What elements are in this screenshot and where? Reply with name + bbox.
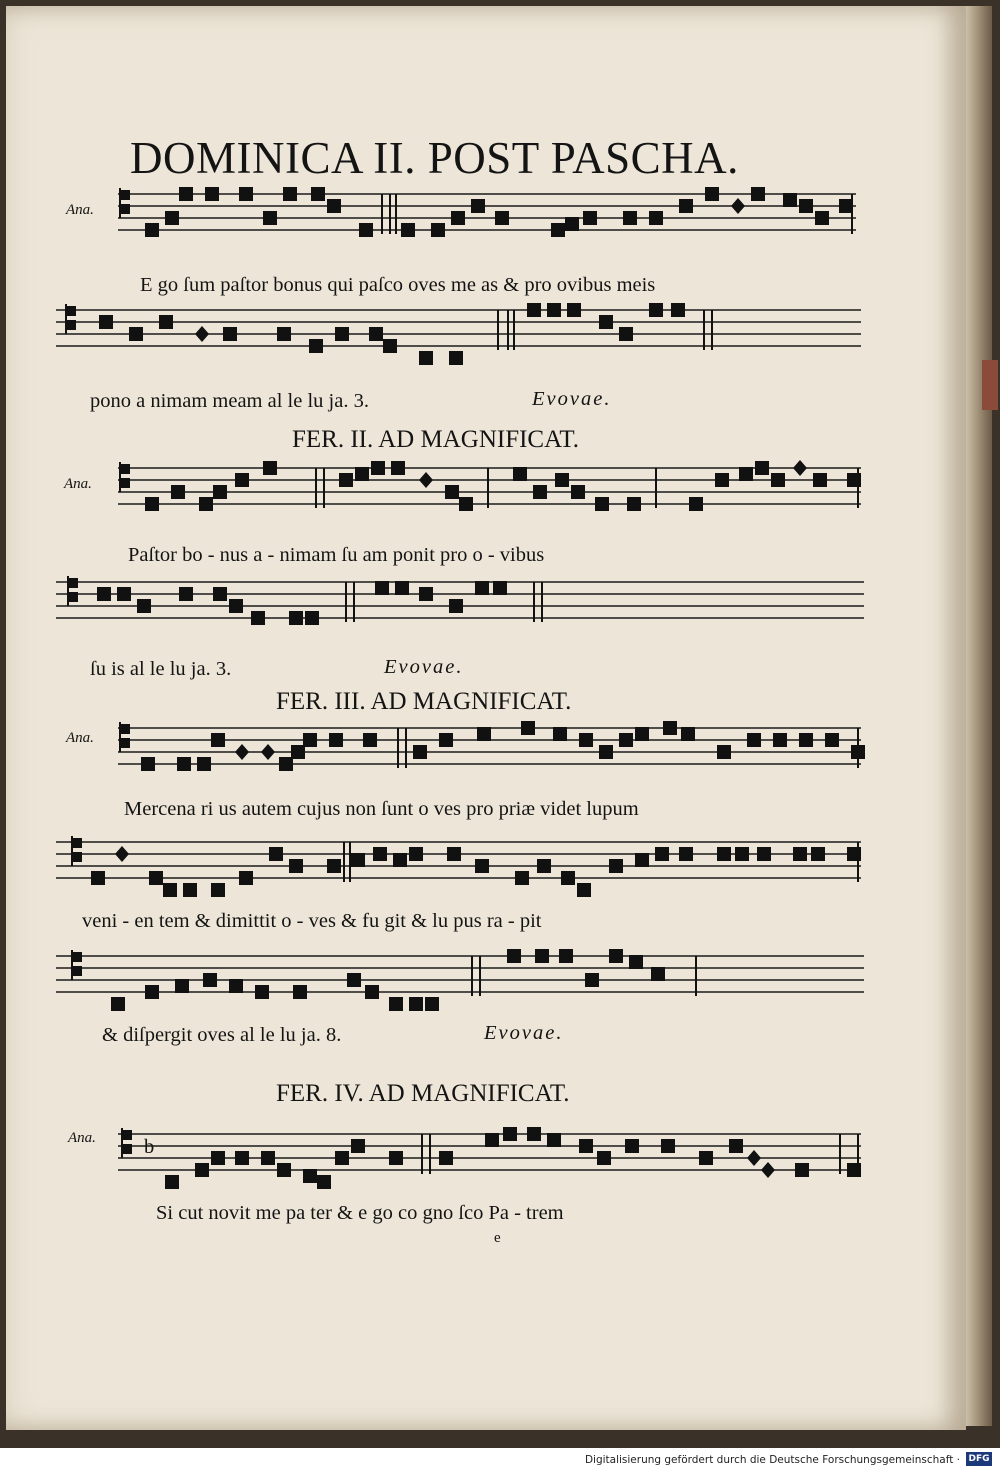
rhombus-note bbox=[747, 1150, 761, 1166]
square-note bbox=[847, 847, 861, 861]
antiphon-label: Ana. bbox=[66, 202, 94, 218]
book-page bbox=[6, 6, 966, 1430]
square-note bbox=[365, 985, 379, 999]
square-note bbox=[389, 1151, 403, 1165]
square-note bbox=[671, 303, 685, 317]
clef-mark bbox=[66, 320, 76, 330]
square-note bbox=[699, 1151, 713, 1165]
square-note bbox=[527, 303, 541, 317]
square-note bbox=[439, 1151, 453, 1165]
square-note bbox=[327, 859, 341, 873]
square-note bbox=[369, 327, 383, 341]
square-note bbox=[339, 473, 353, 487]
square-note bbox=[163, 883, 177, 897]
square-note bbox=[521, 721, 535, 735]
square-note bbox=[635, 853, 649, 867]
square-note bbox=[419, 587, 433, 601]
square-note bbox=[165, 211, 179, 225]
square-note bbox=[493, 581, 507, 595]
square-note bbox=[425, 997, 439, 1011]
square-note bbox=[211, 1151, 225, 1165]
square-note bbox=[145, 497, 159, 511]
clef-mark bbox=[66, 306, 76, 316]
square-note bbox=[595, 497, 609, 511]
square-note bbox=[179, 587, 193, 601]
square-note bbox=[251, 611, 265, 625]
square-note bbox=[851, 745, 865, 759]
square-note bbox=[431, 223, 445, 237]
square-note bbox=[793, 847, 807, 861]
square-note bbox=[847, 1163, 861, 1177]
square-note bbox=[649, 211, 663, 225]
antiphon-label: Ana. bbox=[64, 476, 92, 492]
square-note bbox=[651, 967, 665, 981]
square-note bbox=[255, 985, 269, 999]
square-note bbox=[371, 461, 385, 475]
square-note bbox=[583, 211, 597, 225]
square-note bbox=[567, 303, 581, 317]
square-note bbox=[99, 315, 113, 329]
square-note bbox=[145, 223, 159, 237]
square-note bbox=[799, 733, 813, 747]
square-note bbox=[535, 949, 549, 963]
page-title: DOMINICA II. POST PASCHA. bbox=[130, 133, 739, 183]
clef-mark bbox=[72, 966, 82, 976]
lyrics-line-5: Mercena ri us autem cujus non ſunt o ves pro priæ videt lupum bbox=[124, 798, 639, 820]
rhombus-note bbox=[195, 326, 209, 342]
square-note bbox=[813, 473, 827, 487]
square-note bbox=[229, 599, 243, 613]
square-note bbox=[303, 1169, 317, 1183]
square-note bbox=[389, 997, 403, 1011]
square-note bbox=[317, 1175, 331, 1189]
square-note bbox=[585, 973, 599, 987]
antiphon-label: Ana. bbox=[68, 1130, 96, 1146]
square-note bbox=[289, 611, 303, 625]
square-note bbox=[735, 847, 749, 861]
square-note bbox=[471, 199, 485, 213]
square-note bbox=[629, 955, 643, 969]
square-note bbox=[305, 611, 319, 625]
square-note bbox=[527, 1127, 541, 1141]
clef-mark bbox=[72, 952, 82, 962]
square-note bbox=[609, 949, 623, 963]
square-note bbox=[561, 871, 575, 885]
square-note bbox=[783, 193, 797, 207]
square-note bbox=[195, 1163, 209, 1177]
square-note bbox=[577, 883, 591, 897]
clef-mark bbox=[120, 724, 130, 734]
square-note bbox=[717, 847, 731, 861]
square-note bbox=[111, 997, 125, 1011]
square-note bbox=[179, 187, 193, 201]
square-note bbox=[239, 871, 253, 885]
square-note bbox=[289, 859, 303, 873]
square-note bbox=[373, 847, 387, 861]
footer-bar bbox=[0, 1448, 1000, 1475]
square-note bbox=[689, 497, 703, 511]
square-note bbox=[351, 853, 365, 867]
square-note bbox=[363, 733, 377, 747]
square-note bbox=[553, 727, 567, 741]
square-note bbox=[799, 199, 813, 213]
square-note bbox=[283, 187, 297, 201]
lyrics-line-3: Paſtor bo - nus a - nimam ſu am ponit pro o - vibus bbox=[128, 544, 545, 566]
square-note bbox=[309, 339, 323, 353]
square-note bbox=[679, 199, 693, 213]
rhombus-note bbox=[115, 846, 129, 862]
square-note bbox=[681, 727, 695, 741]
heading-fer-2: FER. II. AD MAGNIFICAT. bbox=[292, 426, 580, 453]
square-note bbox=[235, 473, 249, 487]
square-note bbox=[199, 497, 213, 511]
square-note bbox=[565, 217, 579, 231]
square-note bbox=[627, 497, 641, 511]
square-note bbox=[661, 1139, 675, 1153]
square-note bbox=[579, 733, 593, 747]
square-note bbox=[795, 1163, 809, 1177]
clef-mark bbox=[122, 1130, 132, 1140]
square-note bbox=[513, 467, 527, 481]
square-note bbox=[293, 985, 307, 999]
square-note bbox=[229, 979, 243, 993]
clef-mark bbox=[120, 190, 130, 200]
square-note bbox=[825, 733, 839, 747]
square-note bbox=[717, 745, 731, 759]
square-note bbox=[507, 949, 521, 963]
square-note bbox=[419, 351, 433, 365]
square-note bbox=[623, 211, 637, 225]
square-note bbox=[751, 187, 765, 201]
square-note bbox=[649, 303, 663, 317]
square-note bbox=[165, 1175, 179, 1189]
square-note bbox=[839, 199, 853, 213]
square-note bbox=[413, 745, 427, 759]
lyrics-line-4: ſu is al le lu ja. 3. bbox=[90, 658, 232, 680]
bookmark-tab bbox=[982, 360, 998, 410]
square-note bbox=[205, 187, 219, 201]
square-note bbox=[263, 211, 277, 225]
square-note bbox=[559, 949, 573, 963]
lyrics-line-7: & diſpergit oves al le lu ja. 8. bbox=[102, 1024, 342, 1046]
clef-mark bbox=[72, 838, 82, 848]
lyrics-line-2: pono a nimam meam al le lu ja. 3. bbox=[90, 390, 369, 412]
square-note bbox=[141, 757, 155, 771]
square-note bbox=[149, 871, 163, 885]
square-note bbox=[705, 187, 719, 201]
heading-fer-3: FER. III. AD MAGNIFICAT. bbox=[276, 688, 572, 715]
square-note bbox=[485, 1133, 499, 1147]
clef-mark bbox=[120, 738, 130, 748]
square-note bbox=[277, 1163, 291, 1177]
square-note bbox=[335, 327, 349, 341]
square-note bbox=[619, 733, 633, 747]
square-note bbox=[495, 211, 509, 225]
square-note bbox=[773, 733, 787, 747]
square-note bbox=[409, 997, 423, 1011]
clef-mark bbox=[120, 204, 130, 214]
square-note bbox=[551, 223, 565, 237]
square-note bbox=[203, 973, 217, 987]
square-note bbox=[811, 847, 825, 861]
square-note bbox=[755, 461, 769, 475]
square-note bbox=[847, 473, 861, 487]
flat-sign: b bbox=[144, 1136, 155, 1158]
evovae-3: Evovae. bbox=[484, 1022, 564, 1044]
rhombus-note bbox=[731, 198, 745, 214]
square-note bbox=[409, 847, 423, 861]
square-note bbox=[477, 727, 491, 741]
square-note bbox=[335, 1151, 349, 1165]
square-note bbox=[609, 859, 623, 873]
square-note bbox=[391, 461, 405, 475]
square-note bbox=[715, 473, 729, 487]
square-note bbox=[547, 1133, 561, 1147]
square-note bbox=[171, 485, 185, 499]
square-note bbox=[129, 327, 143, 341]
square-note bbox=[449, 599, 463, 613]
square-note bbox=[269, 847, 283, 861]
clef-mark bbox=[122, 1144, 132, 1154]
evovae-2: Evovae. bbox=[384, 656, 464, 678]
square-note bbox=[599, 315, 613, 329]
square-note bbox=[263, 461, 277, 475]
square-note bbox=[747, 733, 761, 747]
square-note bbox=[375, 581, 389, 595]
square-note bbox=[757, 847, 771, 861]
square-note bbox=[261, 1151, 275, 1165]
square-note bbox=[445, 485, 459, 499]
square-note bbox=[279, 757, 293, 771]
square-note bbox=[579, 1139, 593, 1153]
square-note bbox=[625, 1139, 639, 1153]
square-note bbox=[447, 847, 461, 861]
square-note bbox=[739, 467, 753, 481]
evovae-1: Evovae. bbox=[532, 388, 612, 410]
square-note bbox=[303, 733, 317, 747]
square-note bbox=[571, 485, 585, 499]
square-note bbox=[291, 745, 305, 759]
square-note bbox=[597, 1151, 611, 1165]
square-note bbox=[475, 581, 489, 595]
square-note bbox=[655, 847, 669, 861]
square-note bbox=[393, 853, 407, 867]
square-note bbox=[311, 187, 325, 201]
square-note bbox=[537, 859, 551, 873]
square-note bbox=[177, 757, 191, 771]
square-note bbox=[211, 883, 225, 897]
square-note bbox=[351, 1139, 365, 1153]
square-note bbox=[97, 587, 111, 601]
square-note bbox=[459, 497, 473, 511]
square-note bbox=[175, 979, 189, 993]
square-note bbox=[729, 1139, 743, 1153]
digitization-credit: Digitalisierung gefördert durch die Deutsche Forschungsgemeinschaft · bbox=[584, 1454, 960, 1466]
square-note bbox=[223, 327, 237, 341]
square-note bbox=[439, 733, 453, 747]
square-note bbox=[503, 1127, 517, 1141]
square-note bbox=[145, 985, 159, 999]
square-note bbox=[815, 211, 829, 225]
square-note bbox=[91, 871, 105, 885]
square-note bbox=[515, 871, 529, 885]
square-note bbox=[635, 727, 649, 741]
square-note bbox=[395, 581, 409, 595]
square-note bbox=[663, 721, 677, 735]
lyrics-line-8: Si cut novit me pa ter & e go co gno ſco Pa - trem bbox=[156, 1202, 564, 1224]
square-note bbox=[547, 303, 561, 317]
catchword: e bbox=[494, 1230, 501, 1246]
rhombus-note bbox=[761, 1162, 775, 1178]
square-note bbox=[599, 745, 613, 759]
square-note bbox=[555, 473, 569, 487]
clef-mark bbox=[68, 592, 78, 602]
antiphon-label: Ana. bbox=[66, 730, 94, 746]
square-note bbox=[239, 187, 253, 201]
square-note bbox=[401, 223, 415, 237]
square-note bbox=[347, 973, 361, 987]
square-note bbox=[475, 859, 489, 873]
lyrics-line-6: veni - en tem & dimittit o - ves & fu git & lu pus ra - pit bbox=[82, 910, 542, 932]
square-note bbox=[159, 315, 173, 329]
clef-mark bbox=[72, 852, 82, 862]
square-note bbox=[235, 1151, 249, 1165]
heading-fer-4: FER. IV. AD MAGNIFICAT. bbox=[276, 1080, 570, 1107]
square-note bbox=[619, 327, 633, 341]
rhombus-note bbox=[419, 472, 433, 488]
square-note bbox=[183, 883, 197, 897]
rhombus-note bbox=[793, 460, 807, 476]
square-note bbox=[213, 587, 227, 601]
page-edge bbox=[966, 6, 992, 1426]
square-note bbox=[277, 327, 291, 341]
square-note bbox=[327, 199, 341, 213]
rhombus-note bbox=[235, 744, 249, 760]
dfg-logo: DFG bbox=[966, 1452, 992, 1466]
square-note bbox=[383, 339, 397, 353]
clef-mark bbox=[120, 464, 130, 474]
square-note bbox=[329, 733, 343, 747]
square-note bbox=[213, 485, 227, 499]
square-note bbox=[359, 223, 373, 237]
square-note bbox=[451, 211, 465, 225]
rhombus-note bbox=[261, 744, 275, 760]
square-note bbox=[137, 599, 151, 613]
square-note bbox=[197, 757, 211, 771]
clef-mark bbox=[120, 478, 130, 488]
square-note bbox=[771, 473, 785, 487]
clef-mark bbox=[68, 578, 78, 588]
square-note bbox=[679, 847, 693, 861]
lyrics-line-1: E go ſum paſtor bonus qui paſco oves me as & pro ovibus meis bbox=[140, 274, 656, 296]
square-note bbox=[355, 467, 369, 481]
square-note bbox=[449, 351, 463, 365]
square-note bbox=[533, 485, 547, 499]
square-note bbox=[211, 733, 225, 747]
square-note bbox=[117, 587, 131, 601]
